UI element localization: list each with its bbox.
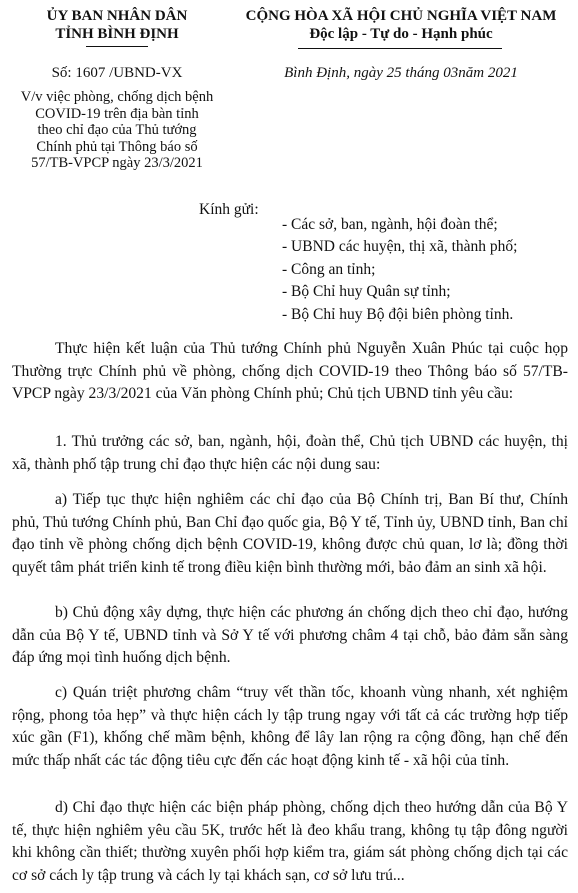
item-d-paragraph: d) Chỉ đạo thực hiện các biện pháp phòng, chống dịch theo hướng dẫn của Bộ Y tế, thực hiện nghiêm yêu cầu 5K, trước hết là đeo khẩu trang, không tụ tập đông người khi không cần thiết; thường xuyên phối hợp kiểm tra, giám sát phòng chống dịch tại các cơ sở cách ly tập trung và cách ly tại khách sạn, cơ sở lưu trú...	[12, 799, 568, 884]
recipient-item: - Các sở, ban, ngành, hội đoàn thể;	[282, 216, 498, 233]
recipient-item: - Bộ Chỉ huy Quân sự tỉnh;	[282, 283, 451, 301]
authority-underline	[86, 46, 148, 47]
recipient-list	[282, 214, 572, 326]
subject-line: V/v việc phòng, chống dịch bệnh	[20, 89, 214, 105]
recipient-item: - Công an tỉnh;	[282, 260, 376, 278]
item-1-paragraph: 1. Thủ trưởng các sở, ban, ngành, hội, đoàn thể, Chủ tịch UBND các huyện, thị xã, thành phố tập trung chỉ đạo thực hiện các nội dung sau:	[12, 433, 568, 473]
subject-line: 57/TB-VPCP ngày 23/3/2021	[31, 155, 203, 171]
kinh-gui-label: Kính gửi:	[199, 201, 259, 218]
subject-line: theo chỉ đạo của Thủ tướng	[37, 122, 197, 138]
nation-title: CỘNG HÒA XÃ HỘI CHỦ NGHĨA VIỆT NAM	[245, 8, 557, 24]
nation-motto: Độc lập - Tự do - Hạnh phúc	[309, 26, 493, 42]
authority-line-2: TỈNH BÌNH ĐỊNH	[55, 26, 179, 42]
authority-line-1: ỦY BAN NHÂN DÂN	[46, 8, 188, 24]
subject-block	[14, 89, 220, 172]
intro-paragraph: Thực hiện kết luận của Thủ tướng Chính phủ Nguyễn Xuân Phúc tại cuộc họp Thường trực Chính phủ về phòng, chống dịch COVID-19 theo Thông báo số 57/TB-VPCP ngày 23/3/2021 của Văn phòng Chính phủ; Chủ tịch UBND tỉnh yêu cầu:	[12, 340, 568, 402]
national-motto	[228, 7, 574, 43]
subject-line: COVID-19 trên địa bàn tỉnh	[35, 105, 199, 122]
motto-underline	[298, 48, 502, 49]
place-date: Bình Định, ngày 25 tháng 03năm 2021	[284, 65, 518, 81]
subject-line: Chính phủ tại Thông báo số	[36, 138, 198, 155]
recipient-item: - UBND các huyện, thị xã, thành phố;	[282, 238, 518, 256]
document-number: Số: 1607 /UBND-VX	[51, 65, 183, 81]
item-b-paragraph: b) Chủ động xây dựng, thực hiện các phương án chống dịch theo chỉ đạo, hướng dẫn của Bộ Y tế, UBND tỉnh và Sở Y tế với phương châm 4 tại chỗ, bảo đảm sẵn sàng đáp ứng mọi tình huống dịch bệnh.	[12, 604, 568, 666]
item-c-paragraph: c) Quán triệt phương châm “truy vết thần tốc, khoanh vùng nhanh, xét nghiệm rộng, phong tỏa hẹp” và thực hiện cách ly tập trung ngay với tất cả các trường hợp tiếp xúc gần (F1), khống chế mầm bệnh, không để lây lan rộng ra cộng đồng, hạn chế đến mức thấp nhất các tác động tiêu cực đến các hoạt động kinh tế - xã hội của tỉnh.	[12, 684, 568, 769]
recipient-item: - Bộ Chỉ huy Bộ đội biên phòng tỉnh.	[282, 305, 514, 323]
issuing-authority	[14, 7, 220, 43]
item-a-paragraph: a) Tiếp tục thực hiện nghiêm các chỉ đạo của Bộ Chính trị, Ban Bí thư, Chính phủ, Thủ tướng Chính phủ, Ban Chỉ đạo quốc gia, Bộ Y tế, Tỉnh ủy, UBND tỉnh, Ban chỉ đạo tỉnh về phòng chống dịch bệnh COVID-19, không được chủ quan, lơ là; đồng thời quyết tâm phát triển kinh tế trong điều kiện bình thường mới, bảo đảm an sinh xã hội.	[12, 491, 568, 576]
